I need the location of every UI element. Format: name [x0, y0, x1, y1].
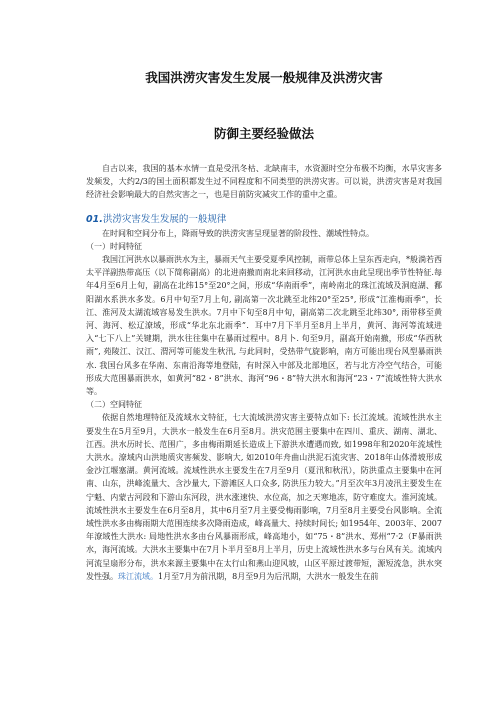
subsection-time-heading: （一）时间特征	[86, 241, 142, 251]
subsection-space-heading: （二）空间特征	[86, 400, 142, 410]
section-lead-paragraph: 在时间和空间分布上，降雨导致的洪涝灾害呈现显著的阶段性、潮域性特点。	[102, 228, 374, 238]
document-title: 我国洪涝灾害发生发展一般规律及洪涝灾害	[145, 70, 383, 85]
space-features-paragraph	[86, 411, 442, 583]
document-subtitle: 防御主要经验做法	[213, 126, 314, 141]
section-heading	[86, 211, 442, 225]
section-title: 洪涝灾害发生发展的一般规律	[102, 213, 227, 225]
intro-paragraph: 自古以来，我国的基本水情一直是受汛冬枯、北缺南丰，水资源时空分布极不均衡，水旱灾害多发频发，大约2/3的国土面积都发生过不同程度和不同类型的洪涝灾害。可以说，洪涝灾害是对我国经济社会影响最大的自然灾害之一，也是目前防灾减灾工作的重中之重。	[86, 164, 442, 200]
section-number: 01.	[86, 213, 103, 225]
space-features-text-cont: 1月至7月为前汛期，8月至9月为后汛期，大洪水一般发生在前	[158, 571, 379, 581]
space-features-text: 依据自然地理特征及流域水文特征，七大流域洪涝灾害主要特点如下: 长江流域。流域性洪水主要发生在5月至9月，大洪水一般发生在6月至8月。洪灾范围主要集中在四川、重庆、湖南、湖北、江西。洪水历时长、范围广，多由梅雨期延长造成上下游洪水遭遇而致, 如1998年和2020年流域性大洪水。潦域内山洪地质灾害频发、影响大, 如2010年舟曲山洪泥石流灾害、2018年山体滑坡形成金沙江堰塞湖。黄河流域。流域性洪水主要发生在7月至9月（夏汛和秋汛），防洪重点主要集中在河南、山东，洪峰流量大、含沙量大, 下游滩区人口众多, 防洪压力较大。”月至次年3月凌汛主要发生在宁魁、内蒙古河段和下游山东河段，洪水涨速快、水位高，加之天寒地冻，防守难度大。淮河流域。流域性洪水主要发生在6月至8月，其中6月至7月主要受梅雨影响，7月至8月主要受台风影响。全流域性洪水多由梅雨期大范围连续多次降雨造成，峰高量大、持续时间长; 如1954年、2003年、2007年潦域性大洪水: 局地性洪水多由台风暴雨形成，峰高地小，如“75・8”洪水、郑州“7·2（F暴雨洪水，海河流域。大洪水主要集中在7月卜半月至8月上半月，历史上流域性洪水多与台风有关。流域内河流呈扇形分布，洪水来源主要集中在太行山和燕山迎风坡，山区平原过渡带短，源短流急，洪水突发性强。	[86, 413, 442, 581]
time-features-paragraph: 我国江河洪水以暴雨洪水为主，暴雨天气主要受夏季风控制，雨带总体上呈东西走向，*般淌若西太平洋副热带高压（以下简称副高）的北进南撤而南北来回移动，江河洪水由此呈现出季节性特征.每年4月至6月上旬，副高在北纬15°至20°之间，形成“华南雨季”，南岭南北的珠江流域及洞庭湖、鄱阳湖水系洪水多发。6月中旬至7月上旬, 副高第一次北跳至北纬20°至25°, 形成“江淮梅雨季“，长江、淮河及太湖流域容易发生洪水。7月中下旬至8月中旬，副高第二次北跳至北纬30°, 雨带移至黄河、海河、松辽潦域，形成“华北东北雨季”．耳中7月下半月至8月上半月，黄河、海河等流域进入“七下八上”关键期，洪水往往集中在暴雨过程中。8月卜. 旬至9月，副高开始南撤，形成“华西秋雨”, 苑陵江、汉江、渭河等可能发生秋汛, 与此同时，受热带气旋影响，南方可能出现台风型暴雨洪水. 我国台风多在华南、东南沿海等地登陆，有时深入中部及北部地区，若与北方冷空气结合，可能形成大范围暴雨洪水，如黄河“82・8”洪水、海河“96・8”特大洪水和海河“23・7”流域性特大洪水等。	[86, 255, 442, 397]
pearl-river-link[interactable]: 珠江流域。	[118, 571, 158, 581]
